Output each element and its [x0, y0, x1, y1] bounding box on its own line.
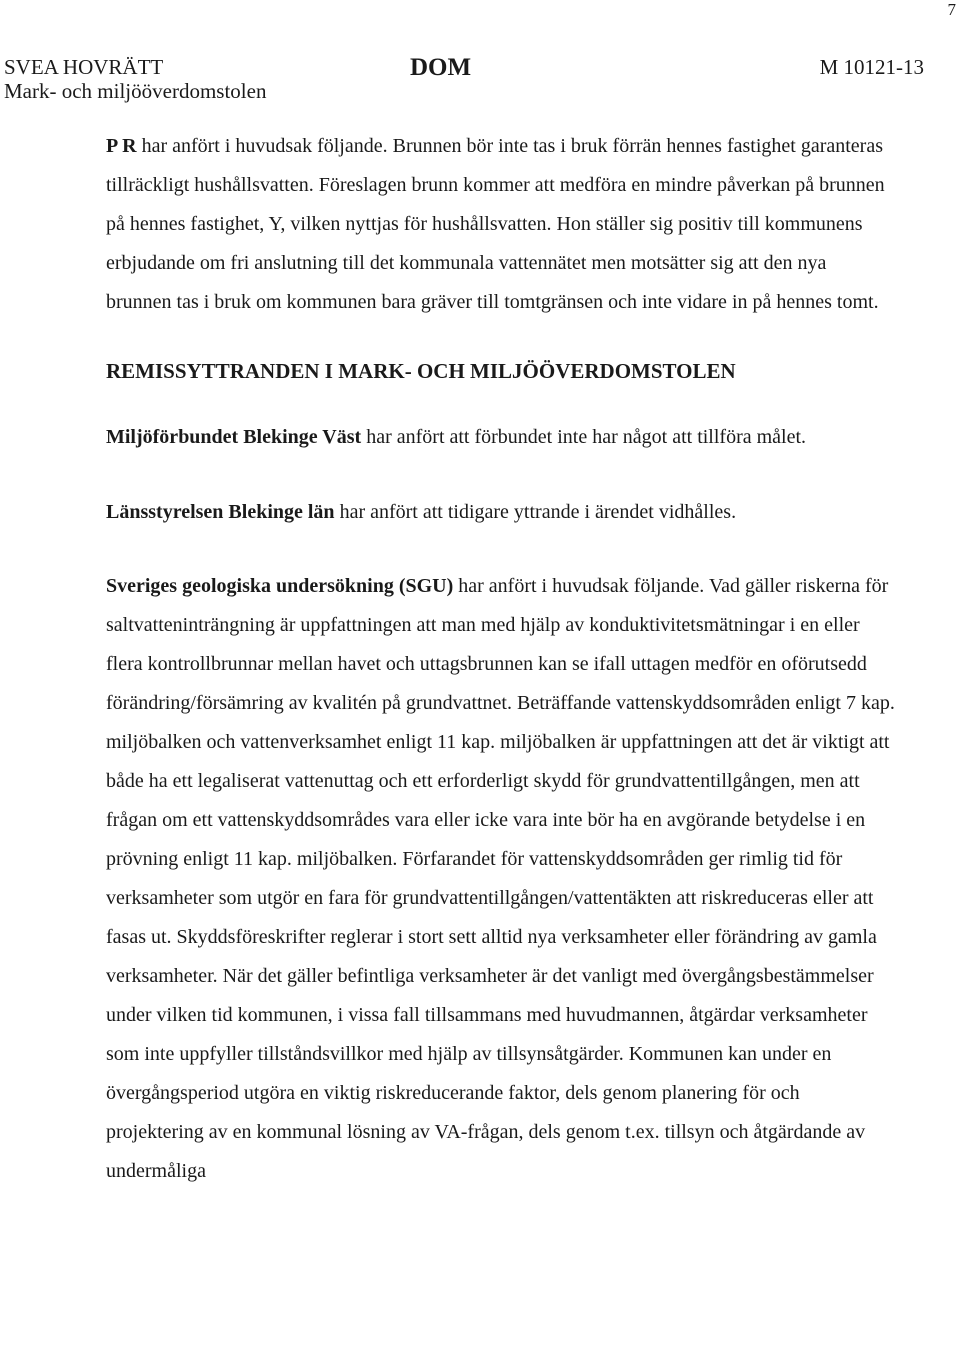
header-case-number: M 10121-13	[819, 55, 924, 79]
paragraph-remiss-sgu	[106, 567, 896, 1191]
paragraph-remiss-lansstyrelsen	[106, 493, 896, 532]
header-department: Mark- och miljööverdomstolen	[4, 79, 267, 103]
organisation-name: Sveriges geologiska undersökning (SGU)	[106, 575, 454, 597]
section-heading: REMISSYTTRANDEN I MARK- OCH MILJÖÖVERDOMSTOLEN	[106, 359, 736, 383]
document-body	[106, 127, 896, 1191]
header-court-name: SVEA HOVRÄTT	[4, 55, 164, 79]
organisation-name: Länsstyrelsen Blekinge län	[106, 501, 335, 523]
paragraph-text: har anfört att tidigare yttrande i ärendet vidhålles.	[334, 501, 737, 523]
paragraph-text: har anfört i huvudsak följande. Vad gäller riskerna för saltvatteninträngning är uppfattningen att man med hjälp av konduktivitetsmätningar i en eller flera kontrollbrunnar mellan havet och uttagsbrunnen kan se ifall uttagen medför en oförutsedd förändring/försämring av kvalitén på grundvattnet. Beträffande vattenskyddsområden enligt 7 kap. miljöbalken och vattenverksamhet enligt 11 kap. miljöbalken är uppfattningen att det är viktigt att både ha ett legaliserat vattenuttag och ett erforderligt skydd för grundvattentillgången, men att frågan om ett vattenskyddsområdes vara eller icke vara inte bör ha en avgörande betydelse i en prövning enligt 11 kap. miljöbalken. Förfarandet för vattenskyddsområden ger rimlig tid för verksamheter som utgör en fara för grundvattentillgången/vattentäkten att riskreduceras eller att fasas ut. Skyddsföreskrifter reglerar i stort sett alltid nya verksamheter eller förändring av gamla verksamheter. När det gäller befintliga verksamheter är det vanligt med övergångsbestämmelser under vilken tid kommunen, i vissa fall tillsammans med huvudmannen, åtgärdar verksamheter som inte uppfyller tillståndsvillkor med hjälp av tillsynsåtgärder. Kommunen kan under en övergångsperiod utgöra en viktig riskreducerande faktor, dels genom planering för och projektering av en kommunal lösning av VA-frågan, dels genom t.ex. tillsyn och åtgärdande av undermåliga	[106, 575, 895, 1182]
page-number: 7	[947, 0, 956, 19]
organisation-name: Miljöförbundet Blekinge Väst	[106, 426, 362, 448]
document-header	[4, 54, 924, 106]
header-document-type: DOM	[410, 54, 472, 81]
paragraph-text: har anfört att förbundet inte har något att tillföra målet.	[361, 426, 807, 448]
paragraph-party-statement	[106, 127, 896, 322]
paragraph-text: har anfört i huvudsak följande. Brunnen bör inte tas i bruk förrän hennes fastighet garanteras tillräckligt hushållsvatten. Föreslagen brunn kommer att medföra en mindre påverkan på brunnen på hennes fastighet, Y, vilken nyttjas för hushållsvatten. Hon ställer sig positiv till kommunens erbjudande om fri anslutning till det kommunala vattennätet men motsätter sig att den nya brunnen tas i bruk om kommunen bara gräver till tomtgränsen och inte vidare in på hennes tomt.	[106, 135, 885, 313]
paragraph-remiss-miljoforbundet	[106, 418, 896, 457]
party-name: P R	[106, 135, 137, 157]
